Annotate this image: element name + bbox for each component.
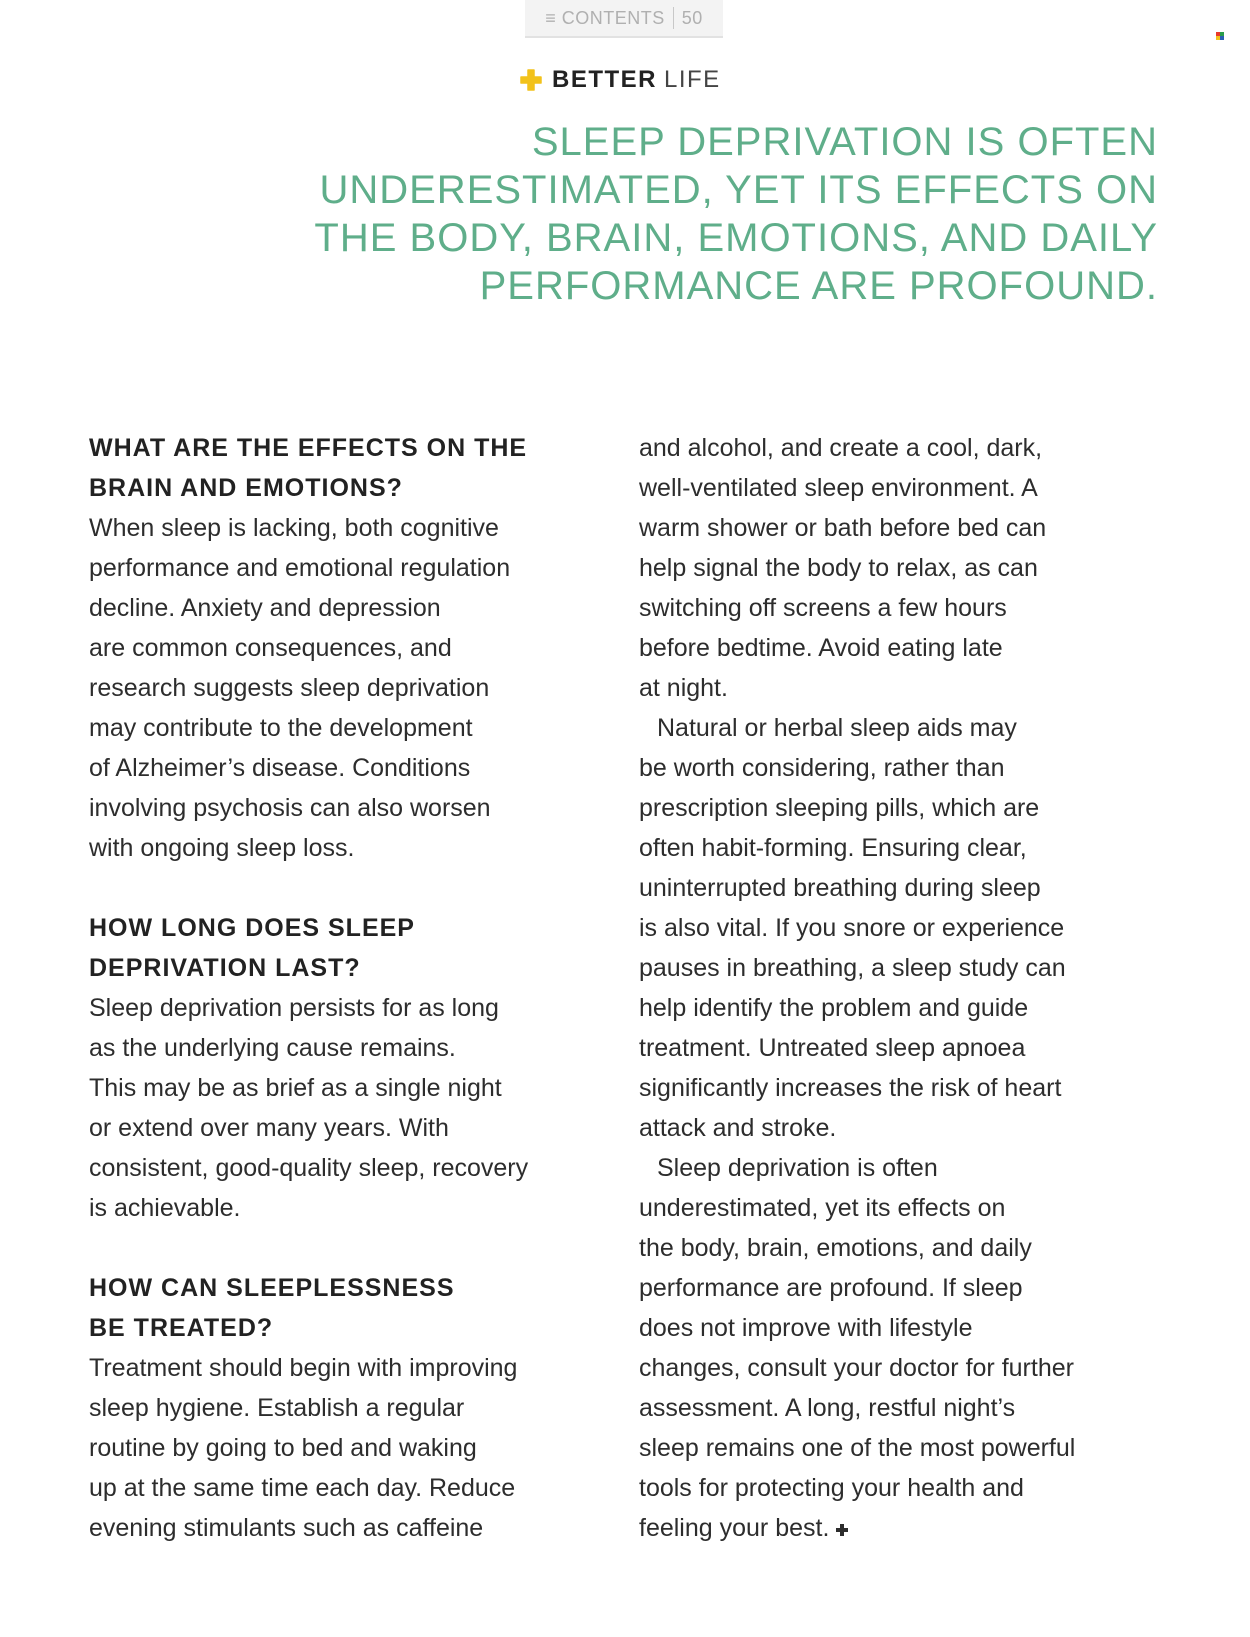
pull-quote	[300, 118, 1158, 310]
right-column	[639, 428, 1159, 1548]
tab-divider	[673, 7, 674, 29]
body-line: at night.	[639, 674, 728, 702]
body-line: routine by going to bed and waking	[89, 1434, 477, 1462]
section-title-light: LIFE	[664, 66, 721, 93]
body-line: be worth considering, rather than	[639, 754, 1005, 782]
body-line: switching off screens a few hours	[639, 594, 1007, 622]
body-line: before bedtime. Avoid eating late	[639, 634, 1003, 662]
body-line: evening stimulants such as caffeine	[89, 1514, 484, 1542]
pull-quote-line: UNDERESTIMATED, YET ITS EFFECTS ON	[319, 168, 1158, 212]
pull-quote-line: PERFORMANCE ARE PROFOUND.	[479, 264, 1158, 308]
body-line: This may be as brief as a single night	[89, 1074, 502, 1102]
body-line: uninterrupted breathing during sleep	[639, 874, 1041, 902]
body-line: consistent, good-quality sleep, recovery	[89, 1154, 529, 1182]
body-line: as the underlying cause remains.	[89, 1034, 456, 1062]
body-line: is achievable.	[89, 1194, 241, 1222]
subheading-line: DEPRIVATION LAST?	[89, 954, 361, 982]
subheading-line: BRAIN AND EMOTIONS?	[89, 474, 403, 502]
body-line: significantly increases the risk of heart	[639, 1074, 1062, 1102]
body-line: changes, consult your doctor for further	[639, 1354, 1074, 1382]
body-line: of Alzheimer’s disease. Conditions	[89, 754, 471, 782]
body-line: Treatment should begin with improving	[89, 1354, 518, 1382]
section-title-bold: BETTER	[552, 66, 657, 93]
body-line: does not improve with lifestyle	[639, 1314, 973, 1342]
body-line: warm shower or bath before bed can	[639, 514, 1047, 542]
body-line: involving psychosis can also worsen	[89, 794, 491, 822]
body-line: assessment. A long, restful night’s	[639, 1394, 1016, 1422]
body-line: the body, brain, emotions, and daily	[639, 1234, 1032, 1262]
body-line: Sleep deprivation is often	[657, 1154, 938, 1182]
body-line: prescription sleeping pills, which are	[639, 794, 1040, 822]
body-line: and alcohol, and create a cool, dark,	[639, 434, 1043, 462]
pull-quote-line: THE BODY, BRAIN, EMOTIONS, AND DAILY	[314, 216, 1158, 260]
body-line: sleep remains one of the most powerful	[639, 1434, 1076, 1462]
subheading-line: BE TREATED?	[89, 1314, 274, 1342]
body-line: pauses in breathing, a sleep study can	[639, 954, 1066, 982]
body-line: When sleep is lacking, both cognitive	[89, 514, 499, 542]
section-header	[520, 62, 721, 98]
page-number: 50	[681, 7, 703, 28]
subheading-line: HOW CAN SLEEPLESSNESS	[89, 1274, 455, 1302]
subheading-line: WHAT ARE THE EFFECTS ON THE	[89, 434, 528, 462]
body-line: sleep hygiene. Establish a regular	[89, 1394, 465, 1422]
body-line: up at the same time each day. Reduce	[89, 1474, 516, 1502]
subheading-line: HOW LONG DOES SLEEP	[89, 914, 415, 942]
body-line: decline. Anxiety and depression	[89, 594, 441, 622]
body-line: Natural or herbal sleep aids may	[657, 714, 1017, 742]
contents-button[interactable]	[525, 0, 723, 38]
body-line: help identify the problem and guide	[639, 994, 1029, 1022]
end-mark-icon	[835, 1523, 849, 1537]
body-line: may contribute to the development	[89, 714, 473, 742]
body-line: often habit-forming. Ensuring clear,	[639, 834, 1027, 862]
body-line: treatment. Untreated sleep apnoea	[639, 1034, 1026, 1062]
body-line: performance and emotional regulation	[89, 554, 511, 582]
body-line: tools for protecting your health and	[639, 1474, 1024, 1502]
body-line: is also vital. If you snore or experience	[639, 914, 1065, 942]
body-line: or extend over many years. With	[89, 1114, 449, 1142]
section-spacer	[89, 1228, 589, 1268]
body-line: attack and stroke.	[639, 1114, 837, 1142]
body-line: are common consequences, and	[89, 634, 452, 662]
left-column	[89, 428, 589, 1548]
body-line: performance are profound. If sleep	[639, 1274, 1023, 1302]
body-line: research suggests sleep deprivation	[89, 674, 490, 702]
pull-quote-line: SLEEP DEPRIVATION IS OFTEN	[531, 120, 1158, 164]
contents-label: ≡ CONTENTS	[545, 7, 665, 28]
body-line: underestimated, yet its effects on	[639, 1194, 1006, 1222]
section-spacer	[89, 868, 589, 908]
body-line: Sleep deprivation persists for as long	[89, 994, 499, 1022]
body-line: help signal the body to relax, as can	[639, 554, 1038, 582]
body-line: feeling your best.	[639, 1508, 1159, 1548]
color-dots-icon	[1216, 32, 1224, 40]
body-line: with ongoing sleep loss.	[89, 834, 355, 862]
plus-icon	[520, 69, 542, 91]
body-line: well-ventilated sleep environment. A	[639, 474, 1038, 502]
